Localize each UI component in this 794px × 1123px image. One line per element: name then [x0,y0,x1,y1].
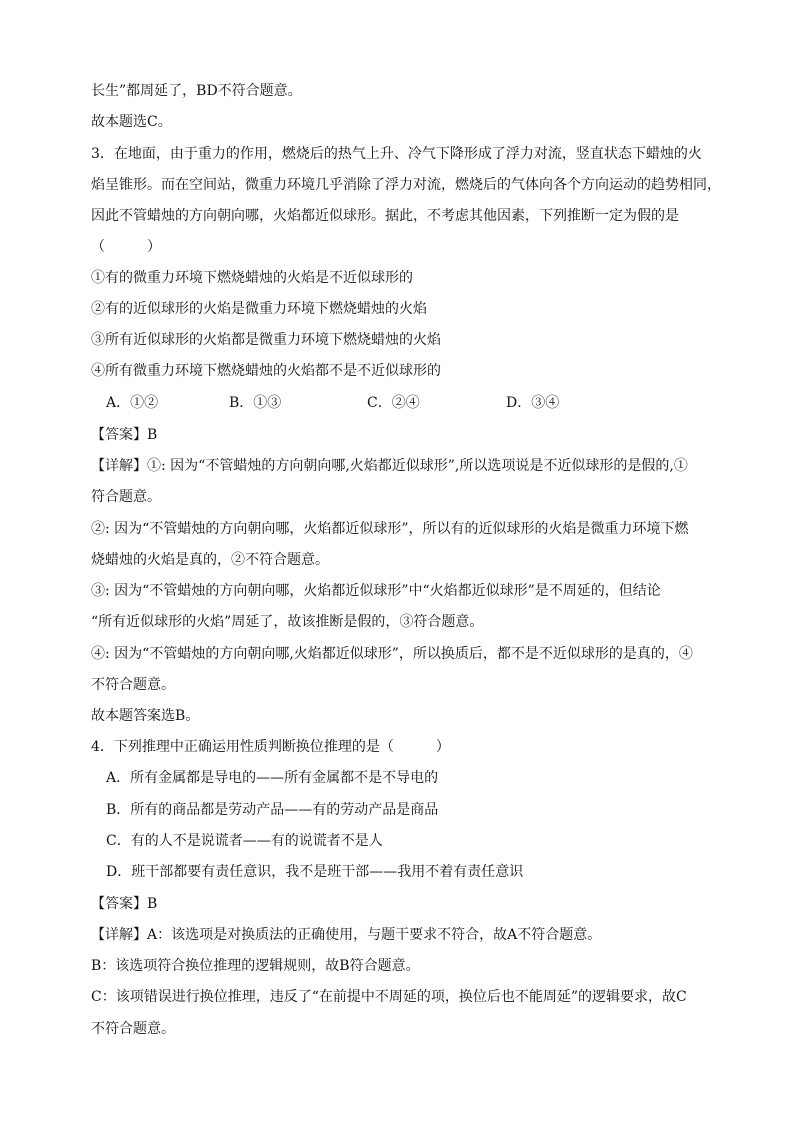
text-line: 长生”都周延了，BD不符合题意。 [91,83,302,99]
option-d: D．班干部都要有责任意识，我不是班干部——我用不着有责任意识 [106,864,524,880]
option-a: A．①② [106,395,159,411]
answer-blank: （ ） [91,239,161,255]
explanation-line: 符合题意。 [91,489,161,505]
explanation-line: 【详解】A：该选项是对换质法的正确使用，与题干要求不符合，故A不符合题意。 [91,927,602,943]
question-stem: 焰呈锥形。而在空间站，微重力环境几乎消除了浮力对流，燃烧后的气体向各个方向运动的趋势相同， [91,177,721,193]
explanation-line: ③: 因为“不管蜡烛的方向朝向哪，火焰都近似球形”中“火焰都近似球形”是不周延的，但结论 [91,583,661,599]
conclusion-line: 故本题答案选B。 [91,708,200,724]
option-b: B．所有的商品都是劳动产品——有的劳动产品是商品 [106,802,439,818]
explanation-line: 不符合题意。 [91,677,175,693]
option-a: A．所有金属都是导电的——所有金属都不是不导电的 [106,770,439,786]
explanation-line: 【详解】①: 因为“不管蜡烛的方向朝向哪,火焰都近似球形”,所以选项说是不近似球形的是假的,① [91,458,688,474]
question-stem: 因此不管蜡烛的方向朝向哪，火焰都近似球形。据此，不考虑其他因素，下列推断一定为假的是 [91,208,679,224]
explanation-line: C：该项错误进行换位推理，违反了“在前提中不周延的项，换位后也不能周延”的逻辑要求，故C [91,989,687,1005]
option-c: C．有的人不是说谎者——有的说谎者不是人 [106,833,383,849]
statement-item: ①有的微重力环境下燃烧蜡烛的火焰是不近似球形的 [91,270,413,286]
explanation-line: 烧蜡烛的火焰是真的，②不符合题意。 [91,552,329,568]
explanation-line: ④: 因为“不管蜡烛的方向朝向哪,火焰都近似球形”，所以换质后，都不是不近似球形的是真的，④ [91,646,693,662]
option-c: C．②④ [367,395,420,411]
explanation-line: ②: 因为“不管蜡烛的方向朝向哪，火焰都近似球形”，所以有的近似球形的火焰是微重力环境下燃 [91,521,689,537]
answer-label: 【答案】B [91,896,158,912]
option-d: D．③④ [506,395,560,411]
explanation-line: B：该选项符合换位推理的逻辑规则，故B符合题意。 [91,958,420,974]
statement-item: ②有的近似球形的火焰是微重力环境下燃烧蜡烛的火焰 [91,301,427,317]
statement-item: ③所有近似球形的火焰都是微重力环境下燃烧蜡烛的火焰 [91,332,441,348]
question-stem: 4．下列推理中正确运用性质判断换位推理的是（ ） [91,739,450,755]
explanation-line: “所有近似球形的火焰”周延了，故该推断是假的，③符合题意。 [91,614,484,630]
text-line: 故本题选C。 [91,114,172,130]
explanation-line: 不符合题意。 [91,1021,175,1037]
answer-label: 【答案】B [91,427,158,443]
option-b: B．①③ [229,395,282,411]
statement-item: ④所有微重力环境下燃烧蜡烛的火焰都不是不近似球形的 [91,363,441,379]
question-stem: 3．在地面，由于重力的作用，燃烧后的热气上升、冷气下降形成了浮力对流，竖直状态下蜡烛的火 [91,146,702,162]
